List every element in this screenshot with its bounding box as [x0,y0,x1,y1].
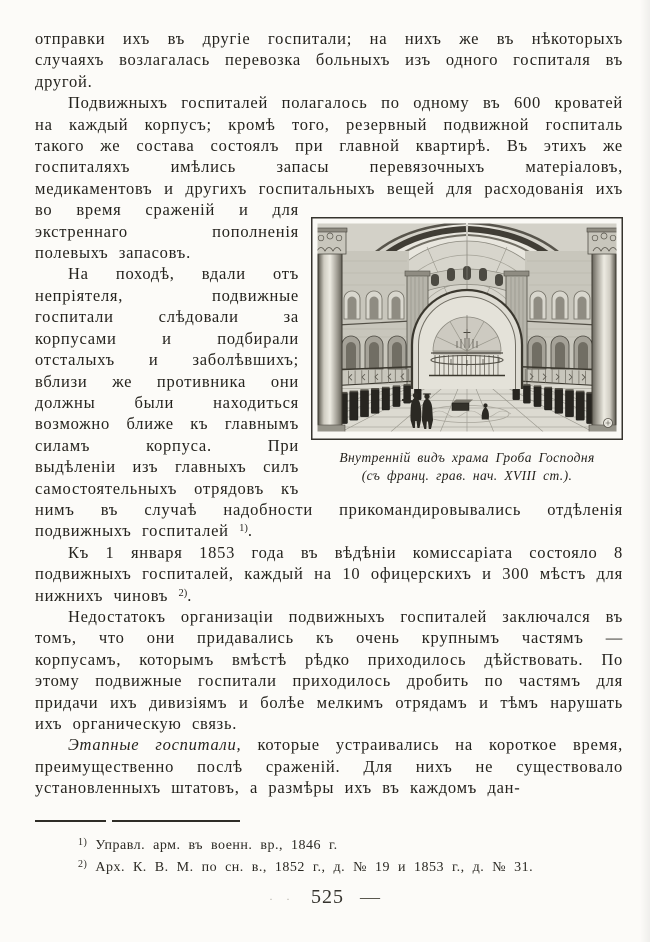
paragraph-5: Недостатокъ организаціи подвижныхъ госпиталей заключался въ томъ, что они придавались къ очень крупнымъ частямъ — корпусамъ, которымъ вмѣстѣ рѣдко приходилось дѣйствовать. По этому подвижные госпитали приходилось дробить по частямъ для придачи ихъ дивизіямъ и болѣе мелкимъ отрядамъ и тѣмъ нарушать ихъ органическую связь. [35,606,623,733]
engraver-mark [604,419,613,428]
figure-caption-line-2: (съ франц. грав. нач. XVIII ст.). [361,467,573,483]
text-block [35,28,623,816]
paragraph-3-text: На походѣ, вдали отъ непріятеля, подвижные госпитали слѣдовали за корпусами и подбирали отсталыхъ и заболѣвшихъ; вблизи же противника они должны были находиться возможно ближе къ главнымъ силамъ корпуса. При выдѣленіи изъ главныхъ силъ самостоятельныхъ отрядовъ къ нимъ въ случаѣ надобности прикомандировывались отдѣленія подвижныхъ госпиталей [35,264,623,541]
figure-block [311,217,623,484]
footnote-1 [78,835,601,858]
footer-right-mark: — [360,886,381,908]
paragraph-3-tail: . [247,521,253,541]
footnote-2-text: Арх. К. В. М. по сн. в., 1852 г., д. № 19 и 1853 г., д. № 31. [95,860,534,876]
footer-left-mark: · · [269,892,295,906]
footnote-reference-1: 1) [239,523,248,535]
paragraph-2-before-figure: Подвижныхъ госпиталей полагалось по одному въ 600 кроватей на каждый корпусъ; кромѣ того, резервный подвижной госпиталь такого же состава состоялъ при главной квартирѣ. Въ этихъ же госпиталяхъ имѣлись запасы перевязочныхъ матеріаловъ, медикаментовъ и другихъ госпитальныхъ вещей для [35,93,623,198]
paragraph-4-text: Къ 1 января 1853 года въ вѣдѣніи комиссаріата состояло 8 подвижныхъ госпиталей, каждый на 10 офицерскихъ и 300 мѣстъ для нижнихъ чиновъ [35,542,623,605]
paragraph-6 [35,734,623,798]
paragraph-2-after-figure: расходованія ихъ во время сраженій и для экстреннаго пополненія полевыхъ запасовъ. [35,178,623,263]
footnote-1-text: Управл. арм. въ военн. вр., 1846 г. [95,837,338,853]
paragraph-6-rest: которые устраивались на короткое время, преимущественно послѣ сраженій. Для нихъ не существовало установленныхъ штатовъ, а размѣры ихъ въ каждомъ дан- [35,735,623,798]
central-apse [412,290,522,389]
figure-caption-line-1: Внутренній видъ храма Гроба Господня [339,450,595,466]
paragraph-1: отправки ихъ въ другіе госпитали; на нихъ же въ нѣкоторыхъ случаяхъ возлагалась перевозка больныхъ изъ одного госпиталя въ другой. [35,29,623,91]
paragraph-6-italic-lead: Этапные госпитали, [68,735,242,755]
engraving-illustration [311,217,623,440]
footnote-2 [78,857,601,880]
footnote-rule [35,820,601,822]
page-footer [0,886,650,909]
page-number: 525 [311,886,344,908]
paragraph-4-tail: . [187,585,193,605]
footnote-1-marker: 1) [78,836,88,848]
paragraph-4 [35,542,623,606]
footnote-2-marker: 2) [78,859,88,871]
footnotes-section [35,820,601,880]
footnote-reference-2: 2) [178,587,188,599]
